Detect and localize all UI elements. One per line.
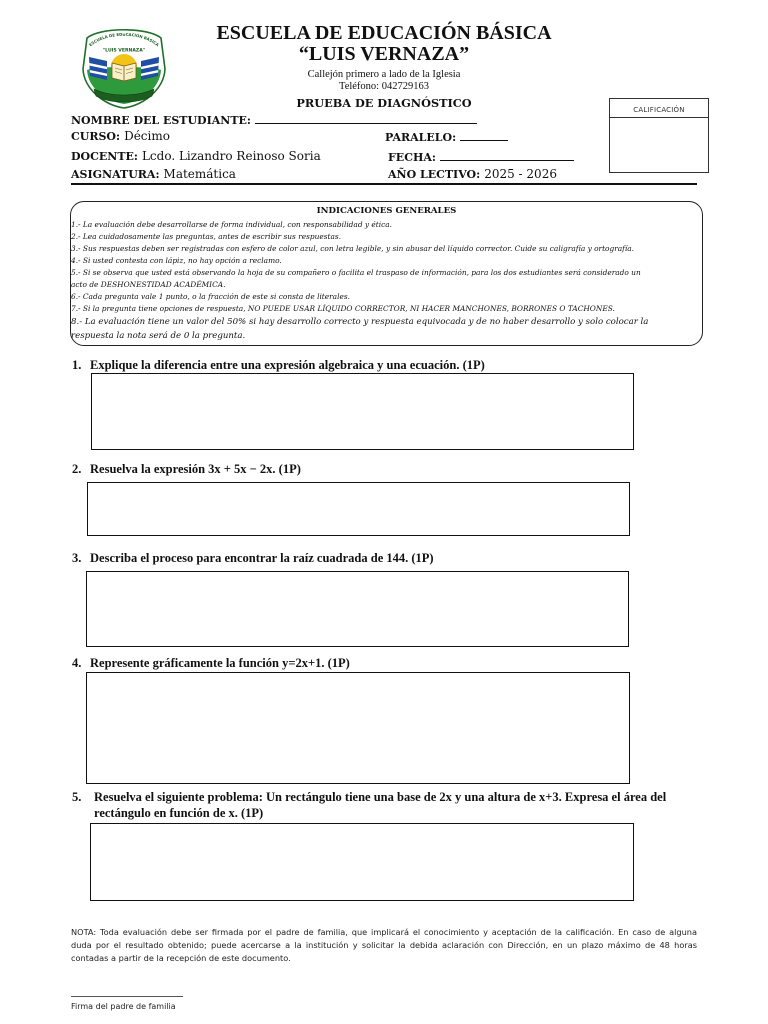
note-line: duda por el resultado obtenido; puede acercarse a la institución y solicitar la debida aclaración con Dirección, en un plazo máximo de 48 horas (71, 939, 697, 950)
school-address: Callejón primero a lado de la Iglesia (307, 69, 461, 80)
question-4-text: Represente gráficamente la función y=2x+1. (1P) (90, 656, 350, 670)
school-year-label: AÑO LECTIVO: (388, 167, 481, 181)
grade-box (609, 98, 709, 173)
question-2-number: 2. (72, 462, 82, 476)
student-name-label: NOMBRE DEL ESTUDIANTE: (71, 113, 251, 127)
teacher-row (71, 150, 321, 163)
instruction-item: 7.- Si la pregunta tiene opciones de respuesta, NO PUEDE USAR LÍQUIDO CORRECTOR, NI HACER MANCHONES, BORRONES O TACHONES. (71, 303, 615, 313)
answer-box-4 (86, 672, 630, 784)
instruction-item: 1.- La evaluación debe desarrollarse de forma individual, con responsabilidad y ética. (71, 219, 393, 229)
date-row (388, 150, 574, 164)
note-line: contadas a partir de la recepción de este documento. (71, 952, 291, 963)
school-year-value: 2025 - 2026 (484, 166, 557, 181)
instructions-title: INDICACIONES GENERALES (316, 206, 457, 216)
instruction-item: 6.- Cada pregunta vale 1 punto, o la fracción de este si consta de literales. (71, 291, 350, 301)
instructions-box (70, 201, 703, 346)
answer-box-3 (86, 571, 629, 647)
grade-box-header (610, 99, 708, 118)
teacher-value: Lcdo. Lizandro Reinoso Soria (141, 148, 321, 163)
instruction-item: 5.- Si se observa que usted está observando la hoja de su compañero o facilita el traspaso de información, para los dos estudiantes será considerado un (71, 267, 641, 277)
grade-box-label: CALIFICACIÓN (633, 106, 685, 114)
subject-value: Matemática (163, 166, 236, 181)
date-label: FECHA: (388, 150, 436, 164)
parallel-blank (460, 130, 508, 141)
instruction-item: 3.- Sus respuestas deben ser registradas con esfero de color azul, con letra legible, y sin abusar del líquido corrector. Cuide su caligrafía y ortografía. (71, 243, 635, 253)
teacher-label: DOCENTE: (71, 149, 138, 163)
signature-line (71, 996, 183, 997)
header-divider (71, 183, 697, 185)
student-name-row (71, 113, 477, 127)
question-2-text: Resuelva la expresión 3x + 5x − 2x. (1P) (90, 462, 301, 476)
school-phone: Teléfono: 042729163 (339, 81, 429, 92)
question-3-number: 3. (72, 551, 82, 565)
answer-box-1 (91, 373, 634, 450)
instruction-item: 2.- Lea cuidadosamente las preguntas, antes de escribir sus respuestas. (71, 231, 342, 241)
question-5-text-continued: rectángulo en función de x. (1P) (94, 806, 264, 820)
student-name-blank (255, 113, 477, 124)
question-3-text: Describa el proceso para encontrar la raíz cuadrada de 144. (1P) (90, 551, 434, 565)
school-title: ESCUELA DE EDUCACIÓN BÁSICA (216, 22, 552, 44)
question-1-text: Explique la diferencia entre una expresión algebraica y una ecuación. (1P) (90, 358, 485, 372)
instruction-item-continued: acto de DESHONESTIDAD ACADÉMICA. (71, 279, 226, 289)
logo-name-text: "LUIS VERNAZA" (102, 48, 146, 54)
subject-label: ASIGNATURA: (71, 167, 160, 181)
question-5-number: 5. (72, 790, 82, 804)
signature-label: Firma del padre de familia (71, 1002, 176, 1011)
parallel-row (385, 130, 508, 144)
instruction-item: 8.- La evaluación tiene un valor del 50% si hay desarrollo correcto y respuesta equivocada y de no haber desarrollo y solo colocar la (71, 316, 649, 327)
course-label: CURSO: (71, 129, 121, 143)
subject-row (71, 168, 236, 181)
parallel-label: PARALELO: (385, 130, 457, 144)
test-title: PRUEBA DE DIAGNÓSTICO (296, 95, 472, 110)
instruction-item: 4.- Si usted contesta con lápiz, no hay opción a reclamo. (71, 255, 282, 265)
question-4-number: 4. (72, 656, 82, 670)
course-value: Décimo (124, 128, 170, 143)
note-line: NOTA: Toda evaluación debe ser firmada por el padre de familia, que implicará el conocimiento y aceptación de la calificación. En caso de alguna (71, 926, 697, 937)
school-year-row (388, 168, 557, 181)
answer-box-5 (90, 823, 634, 901)
date-blank (440, 150, 574, 161)
question-5-text: Resuelva el siguiente problema: Un rectángulo tiene una base de 2x y una altura de x+3. Expresa el área del (94, 790, 667, 804)
school-name: “LUIS VERNAZA” (298, 43, 470, 65)
logo-arc-text: ESCUELA DE EDUCACIÓN BÁSICA (87, 31, 161, 48)
instructions-list (71, 219, 648, 343)
course-row (71, 130, 170, 143)
answer-box-2 (87, 482, 630, 536)
instruction-item-continued: respuesta la nota será de 0 la pregunta. (71, 330, 246, 341)
question-1-number: 1. (72, 358, 82, 372)
